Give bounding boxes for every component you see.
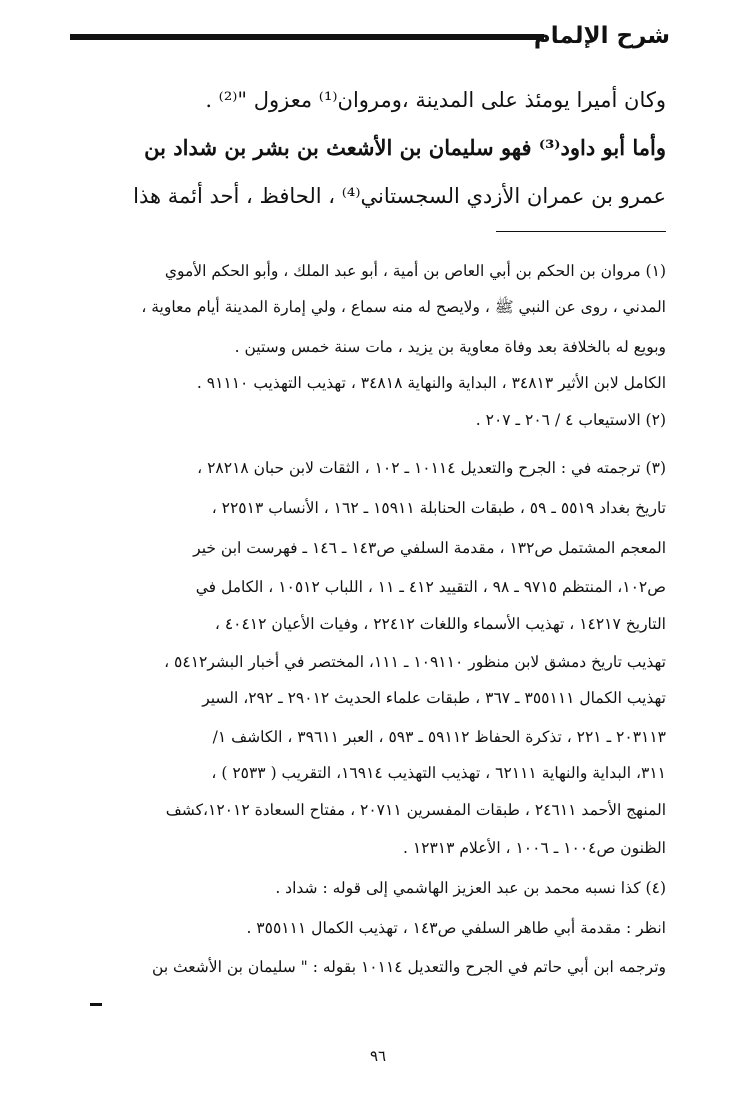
main-text-line: وكان أميرا يومئذ على المدينة ،ومروان⁽¹⁾ معزول "⁽²⁾ . [205, 88, 666, 112]
footnote-line: الكامل لابن الأثير ٣٤٨١٣ ، البداية والنهاية ٣٤٨١٨ ، تهذيب التهذيب ٩١١١٠ . [196, 374, 666, 392]
footnote-line: وبويع له بالخلافة بعد وفاة معاوية بن يزيد ، مات سنة خمس وستين . [234, 338, 666, 356]
footnote-line: ٢٠٣١١٣ ـ ٢٢١ ، تذكرة الحفاظ ٥٩١١٢ ـ ٥٩٣ ، العبر ٣٩٦١١ ، الكاشف ١/ [212, 728, 666, 746]
page-number: ٩٦ [369, 1047, 387, 1065]
footnote-line: (٤) كذا نسبه محمد بن عبد العزيز الهاشمي إلى قوله : شداد . [275, 879, 666, 897]
footnote-line: ص١٠٢، المنتظم ٩٧١٥ ـ ٩٨ ، التقييد ٤١٢ ـ ١١ ، اللباب ١٠٥١٢ ، الكامل في [195, 578, 666, 596]
footnote-line: تهذيب تاريخ دمشق لابن منظور ١٠٩١١٠ ـ ١١١، المختصر في أخبار البشر٥٤١٢ ، [164, 653, 666, 671]
running-header [70, 20, 670, 56]
footnote-line: (١) مروان بن الحكم بن أبي العاص بن أمية ، أبو عبد الملك ، وأبو الحكم الأموي [164, 262, 666, 280]
footnote-line: المعجم المشتمل ص١٣٢ ، مقدمة السلفي ص١٤٣ ـ ١٤٦ ـ فهرست ابن خير [193, 539, 666, 557]
footnote-line: تاريخ بغداد ٥٥١٩ ـ ٥٩ ، طبقات الحنابلة ١٥٩١١ ـ ١٦٢ ، الأنساب ٢٢٥١٣ ، [211, 499, 666, 517]
continuation-dash [90, 1003, 102, 1006]
main-text-line: عمرو بن عمران الأزدي السجستاني⁽⁴⁾ ، الحافظ ، أحد أئمة هذا [133, 184, 666, 208]
footnote-line: الظنون ص١٠٠٤ ـ ١٠٠٦ ، الأعلام ١٢٣١٣ . [402, 839, 666, 857]
footnote-line: التاريخ ١٤٢١٧ ، تهذيب الأسماء واللغات ٢٢٤١٢ ، وفيات الأعيان ٤٠٤١٢ ، [214, 615, 666, 633]
footnote-separator [496, 231, 666, 232]
footnote-line: تهذيب الكمال ٣٥٥١١١ ـ ٣٦٧ ، طبقات علماء الحديث ٢٩٠١٢ ـ ٢٩٢، السير [202, 689, 666, 707]
footnote-line: (٢) الاستيعاب ٤ / ٢٠٦ ـ ٢٠٧ . [475, 411, 666, 429]
header-rule [70, 34, 544, 40]
footnote-line: انظر : مقدمة أبي طاهر السلفي ص١٤٣ ، تهذيب الكمال ٣٥٥١١١ . [246, 919, 666, 937]
footnote-line: ٣١١، البداية والنهاية ٦٢١١١ ، تهذيب التهذيب ١٦٩١٤، التقريب ( ٢٥٣٣ ) ، [211, 764, 666, 782]
footnote-line: المنهج الأحمد ٢٤٦١١ ، طبقات المفسرين ٢٠٧١١ ، مفتاح السعادة ١٢٠١٢،كشف [165, 801, 666, 819]
footnote-line: وترجمه ابن أبي حاتم في الجرح والتعديل ١٠١١٤ بقوله : " سليمان بن الأشعث بن [152, 958, 666, 976]
footnote-line: المدني ، روى عن النبي ﷺ ، ولايصح له منه سماع ، ولي إمارة المدينة أيام معاوية ، [141, 298, 666, 316]
footnote-line: (٣) ترجمته في : الجرح والتعديل ١٠١١٤ ـ ١٠٢ ، الثقات لابن حبان ٢٨٢١٨ ، [197, 459, 666, 477]
main-text-line: وأما أبو داود⁽³⁾ فهو سليمان بن الأشعث بن بشر بن شداد بن [144, 135, 666, 160]
book-title: شرح الإلمام [533, 23, 670, 49]
